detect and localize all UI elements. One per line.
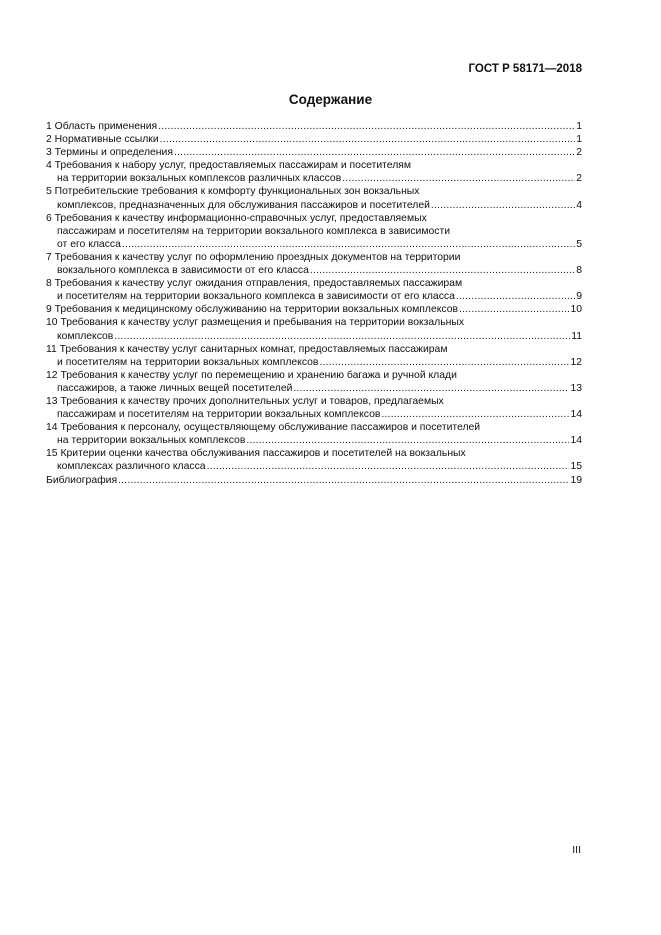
toc-entry-line <box>46 369 582 382</box>
toc-entry[interactable] <box>46 185 582 211</box>
document-code: ГОСТ Р 58171—2018 <box>468 63 582 75</box>
toc-entry-line <box>46 290 582 303</box>
toc-leader-dots <box>456 290 575 303</box>
toc-entry[interactable] <box>46 146 582 159</box>
toc-entry[interactable] <box>46 421 582 447</box>
toc-page-number: 13 <box>570 382 582 394</box>
toc-entry-line <box>46 225 582 238</box>
toc-page-number: 5 <box>576 238 582 250</box>
toc-page-number: 4 <box>576 199 582 211</box>
toc-entry-text: 4 Требования к набору услуг, предоставляемых пассажирам и посетителям <box>46 160 412 172</box>
toc-entry-text: и посетителям на территории вокзальных комплексов <box>57 356 319 368</box>
page-number: III <box>572 844 581 856</box>
toc-entry-text: комплексах различного класса <box>57 461 206 473</box>
toc-entry-line <box>46 238 582 251</box>
toc-entry[interactable] <box>46 120 582 133</box>
toc-entry-line <box>46 395 582 408</box>
toc-leader-dots <box>310 264 575 277</box>
toc-entry-line <box>46 251 582 264</box>
toc-page-number: 1 <box>576 121 582 132</box>
toc-entry[interactable] <box>46 212 582 251</box>
toc-entry-line <box>46 199 582 212</box>
toc-entry-text: 7 Требования к качеству услуг по оформлению проездных документов на территории <box>46 251 461 263</box>
toc-leader-dots <box>431 199 575 212</box>
toc-entry-line <box>46 159 582 172</box>
toc-entry-text: 6 Требования к качеству информационно-справочных услуг, предоставляемых <box>46 212 427 224</box>
toc-entry[interactable] <box>46 474 582 487</box>
toc-entry-text: 10 Требования к качеству услуг размещения и пребывания на территории вокзальных <box>46 317 465 329</box>
toc-entry-text: 13 Требования к качеству прочих дополнительных услуг и товаров, предлагаемых <box>46 395 444 407</box>
toc-entry[interactable] <box>46 395 582 421</box>
toc-entry-text: пассажиров, а также личных вещей посетителей <box>57 382 293 394</box>
toc-page-number: 14 <box>570 409 582 421</box>
toc-page-number: 11 <box>571 330 582 342</box>
toc-page-number: 14 <box>570 435 582 447</box>
toc-entry[interactable] <box>46 133 582 146</box>
toc-entry-line <box>46 212 582 225</box>
toc-page-number: 10 <box>570 304 582 316</box>
toc-entry-text: от его класса <box>57 238 121 250</box>
toc-entry-text: вокзального комплекса в зависимости от его класса <box>57 265 309 277</box>
toc-page-number: 2 <box>576 173 582 185</box>
toc-entry-line <box>46 264 582 277</box>
toc-entry-line <box>46 447 582 460</box>
toc-entry[interactable] <box>46 303 582 316</box>
toc-entry-line <box>46 172 582 185</box>
toc-entry-line <box>46 120 582 133</box>
toc-leader-dots <box>293 382 569 395</box>
toc-entry-line <box>46 303 582 316</box>
toc-leader-dots <box>174 146 575 159</box>
toc-entry-text: 2 Нормативные ссылки <box>46 134 159 146</box>
toc-entry-text: 5 Потребительские требования к комфорту функциональных зон вокзальных <box>46 186 420 198</box>
toc-entry-text: и посетителям на территории вокзального комплекса в зависимости от его класса <box>57 291 455 303</box>
toc-entry[interactable] <box>46 369 582 395</box>
toc-entry-text: пассажирам и посетителям на территории вокзального комплекса в зависимости <box>57 225 451 237</box>
toc-entry-line <box>46 408 582 421</box>
toc-entry-line <box>46 460 582 473</box>
toc-page-number: 1 <box>576 134 582 146</box>
toc-entry-text: 1 Область применения <box>46 121 158 132</box>
toc-leader-dots <box>319 356 569 369</box>
toc-entry-text: 8 Требования к качеству услуг ожидания отправления, предоставляемых пассажирам <box>46 278 463 290</box>
toc-title: Содержание <box>288 92 373 107</box>
toc-entry-line <box>46 434 582 447</box>
toc-entry-text: на территории вокзальных комплексов <box>57 435 246 447</box>
toc-leader-dots <box>381 408 569 421</box>
toc-leader-dots <box>459 303 569 316</box>
toc-entry-line <box>46 277 582 290</box>
toc-leader-dots <box>114 330 570 343</box>
toc-entry[interactable] <box>46 251 582 277</box>
toc-leader-dots <box>158 120 575 133</box>
toc-page-number: 2 <box>576 147 582 159</box>
toc-leader-dots <box>246 434 569 447</box>
toc-entry[interactable] <box>46 447 582 473</box>
toc-page-number: 19 <box>570 474 582 486</box>
toc-leader-dots <box>207 460 570 473</box>
toc-entry-text: комплексов <box>57 330 114 342</box>
toc-page-number: 15 <box>570 461 582 473</box>
toc-entry-text: 12 Требования к качеству услуг по перемещению и хранению багажа и ручной клади <box>46 369 457 381</box>
toc-entry-line <box>46 330 582 343</box>
toc-entry-text: 11 Требования к качеству услуг санитарных комнат, предоставляемых пассажирам <box>46 343 448 355</box>
toc-leader-dots <box>118 474 569 487</box>
table-of-contents <box>46 120 582 487</box>
toc-entry-text: пассажирам и посетителям на территории вокзальных комплексов <box>57 409 381 421</box>
toc-entry[interactable] <box>46 277 582 303</box>
toc-entry-line <box>46 146 582 159</box>
toc-leader-dots <box>122 238 575 251</box>
toc-entry-line <box>46 185 582 198</box>
toc-page-number: 12 <box>570 356 582 368</box>
toc-page-number: 8 <box>576 265 582 277</box>
toc-entry-line <box>46 343 582 356</box>
toc-entry[interactable] <box>46 343 582 369</box>
toc-entry-line <box>46 356 582 369</box>
toc-entry-text: 14 Требования к персоналу, осуществляющему обслуживание пассажиров и посетителей <box>46 422 481 434</box>
toc-entry-line <box>46 382 582 395</box>
toc-entry-text: Библиография <box>46 474 118 486</box>
toc-entry-text: 3 Термины и определения <box>46 147 173 159</box>
toc-entry[interactable] <box>46 316 582 342</box>
toc-entry-text: 9 Требования к медицинскому обслуживанию на территории вокзальных комплексов <box>46 304 459 316</box>
toc-entry-text: 15 Критерии оценки качества обслуживания пассажиров и посетителей на вокзальных <box>46 448 466 460</box>
toc-leader-dots <box>342 172 575 185</box>
toc-entry-text: на территории вокзальных комплексов различных классов <box>57 173 342 185</box>
toc-entry-text: комплексов, предназначенных для обслуживания пассажиров и посетителей <box>57 199 430 211</box>
toc-leader-dots <box>160 133 576 146</box>
toc-entry-line <box>46 474 582 487</box>
toc-entry-line <box>46 421 582 434</box>
toc-entry[interactable] <box>46 159 582 185</box>
toc-entry-line <box>46 133 582 146</box>
toc-entry-line <box>46 316 582 329</box>
toc-page-number: 9 <box>576 291 582 303</box>
